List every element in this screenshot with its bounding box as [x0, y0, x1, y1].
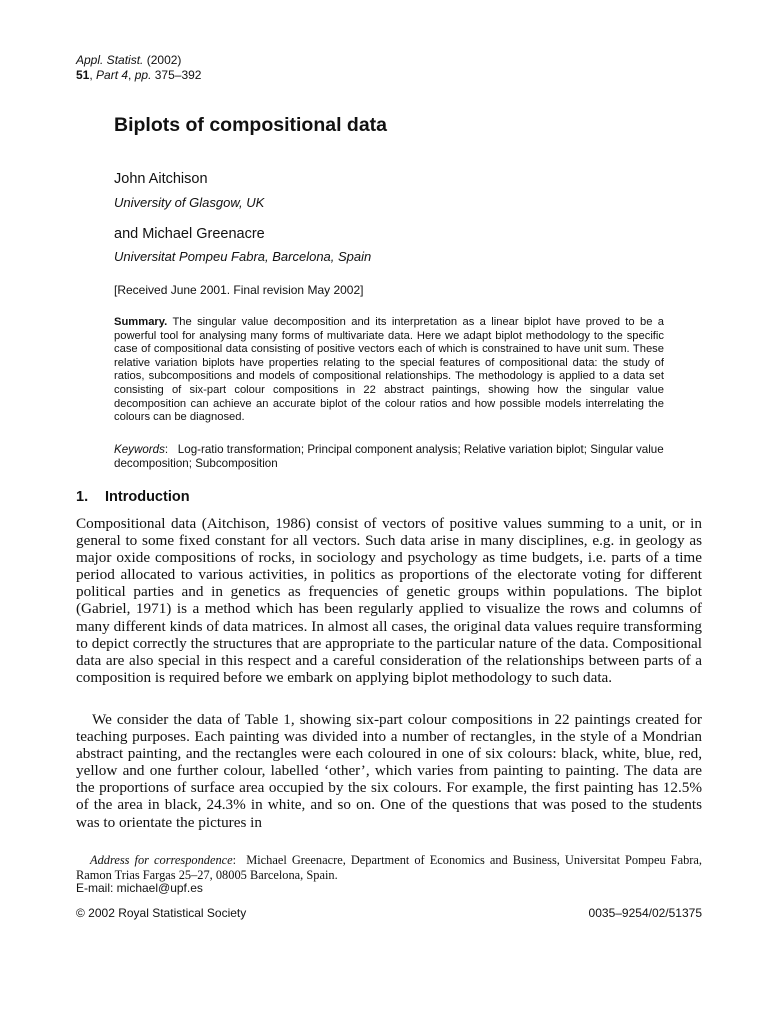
journal-volume: 51	[76, 68, 90, 82]
body-paragraph: Compositional data (Aitchison, 1986) consist of vectors of positive values summing to a unit, or in general to some fixed constant for all vectors. Such data arise in many disciplines, e.g. in geology as major oxide compositions of rocks, in sociology and psychology as time budgets, i.e. parts of a time period allocated to various activities, in politics as proportions of the electorate voting for different political parties and in genetics as frequencies of genetic groups within populations. The biplot (Gabriel, 1971) is a method which has been regularly applied to visualize the rows and columns of many different kinds of data matrices. In almost all cases, the original data values require transforming to depict correctly the structures that are appropriate to the particular nature of the data. Compositional data are also special in this respect and a careful consideration of the relationships between parts of a composition is required before we embark on applying biplot methodology to such data.	[76, 515, 702, 686]
journal-pages: 375–392	[154, 68, 202, 82]
journal-line-2: 51, Part 4, pp. 375–392	[76, 68, 202, 82]
section-number: 1.	[76, 489, 89, 505]
footnote: Address for correspondence: Michael Greenacre, Department of Economics and Business, Universitat Pompeu Fabra, Ramon Trias Fargas 25–27, 08005 Barcelona, Spain.	[76, 853, 702, 882]
section-heading	[76, 488, 190, 506]
author-name: and Michael Greenacre	[114, 226, 265, 242]
author-name: John Aitchison	[114, 171, 208, 187]
author-affiliation: University of Glasgow, UK	[114, 195, 265, 210]
summary-text: The singular value decomposition and its interpretation as a linear biplot have proved to be a powerful tool for analysing many forms of multivariate data. Here we adapt biplot methodology to the specific case of compositional data consisting of positive vectors each of which is constrained to have unit sum. These relative variation biplots have properties relating to the special features of compositional data: the study of ratios, subcompositions and models of compositional relationships. The methodology is applied to a data set consisting of six-part colour compositions in 22 abstract paintings, showing how the singular value decomposition can achieve an accurate biplot of the colour ratios and how possible models interrelating the colours can be diagnosed.	[114, 316, 665, 424]
journal-line-1	[76, 53, 201, 68]
journal-name: Appl. Statist.	[76, 53, 144, 67]
keywords-block: Keywords: Log-ratio transformation; Principal component analysis; Relative variation biplot; Singular value decomposition; Subcomposition	[114, 443, 664, 470]
summary-block	[114, 316, 664, 425]
footnote-email: E-mail: michael@upf.es	[76, 881, 203, 895]
footnote-label: Address for correspondence	[90, 853, 233, 867]
summary-label: Summary.	[114, 316, 168, 328]
footnote-text: Michael Greenacre, Department of Economics and Business, Universitat Pompeu Fabra, Ramon Trias Fargas 25–27, 08005 Barcelona, Spain.	[76, 853, 702, 882]
received-date: [Received June 2001. Final revision May 2002]	[114, 283, 364, 297]
keywords-text: Log-ratio transformation; Principal component analysis; Relative variation biplot; Singular value decomposition; Subcomposition	[114, 443, 664, 470]
journal-part: Part 4	[96, 68, 129, 82]
journal-year: (2002)	[146, 53, 182, 67]
journal-citation	[76, 53, 201, 83]
author-affiliation: Universitat Pompeu Fabra, Barcelona, Spain	[114, 249, 372, 264]
copyright-notice: © 2002 Royal Statistical Society	[76, 906, 247, 920]
paper-title: Biplots of compositional data	[114, 114, 388, 136]
journal-code: 0035–9254/02/51375	[588, 906, 702, 920]
section-title: Introduction	[105, 489, 190, 505]
journal-pages-label: pp.	[134, 68, 152, 82]
body-paragraph: We consider the data of Table 1, showing six-part colour compositions in 22 paintings created for teaching purposes. Each painting was divided into a number of rectangles, in the style of a Mondrian abstract painting, and the rectangles were each coloured in one of six colours: black, white, blue, red, yellow and one further colour, labelled ‘other’, which varies from painting to painting. The data are the proportions of surface area occupied by the six colours. For example, the first painting has 12.5% of the area in black, 24.3% in white, and so on. One of the questions that was posed to the students was to orientate the pictures in	[76, 711, 702, 831]
keywords-label: Keywords	[114, 443, 165, 456]
